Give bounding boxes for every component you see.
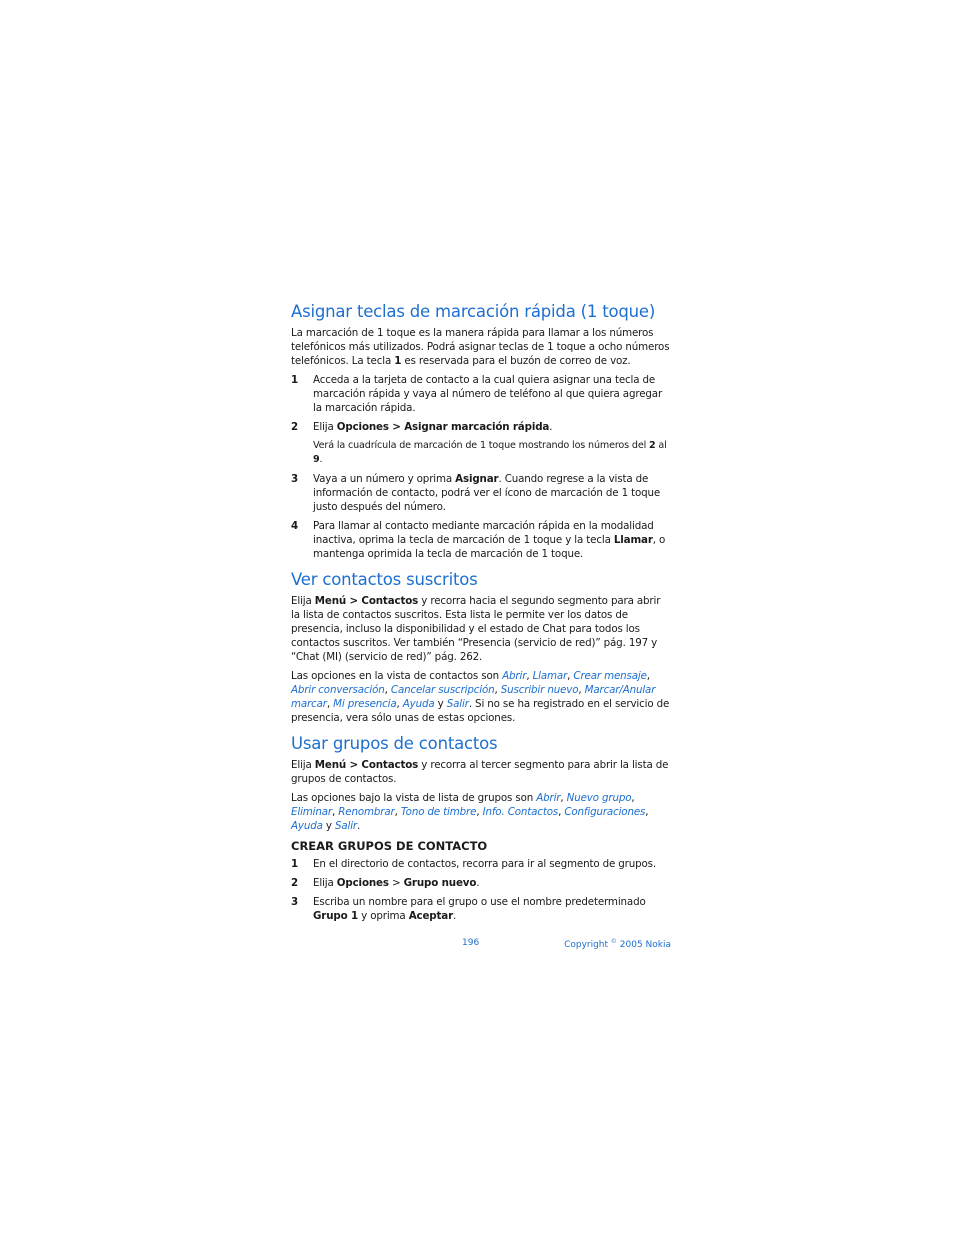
option-link[interactable]: Renombrar [338,806,395,818]
option-link[interactable]: Abrir conversación [291,684,385,696]
speed-dial-intro: La marcación de 1 toque es la manera rápida para llamar a los números telefónicos más utilizados. Podrá asignar teclas de 1 toque a ocho números telefónicos. La tecla 1 es reservada para el buzón de correo de voz. [291,327,670,367]
option-link[interactable]: Eliminar [291,806,332,818]
contact-groups-paragraph: Elija Menú > Contactos y recorra al tercer segmento para abrir la lista de grupos de contactos. [291,759,669,785]
option-link[interactable]: Crear mensaje [573,670,647,682]
option-link[interactable]: Llamar [532,670,568,682]
option-link[interactable]: Salir [334,820,358,832]
option-link[interactable]: Tono de timbre [400,806,477,818]
step-item: 3 Vaya a un número y oprima Asignar. Cuando regrese a la vista de información de contacto, podrá ver el ícono de marcación de 1 toque justo después del número. [291,473,661,513]
step-item: 1 En el directorio de contactos, recorra para ir al segmento de grupos. [291,858,657,870]
step-item: 2 Elija Opciones > Grupo nuevo. [291,877,480,889]
section-title-speed-dial: Asignar teclas de marcación rápida (1 toque) [291,302,656,321]
option-link[interactable]: Abrir [536,792,561,804]
option-link[interactable]: Ayuda [402,698,435,710]
step-item: 2 Elija Opciones > Asignar marcación rápida. [291,421,553,433]
page-number: 196 [462,938,480,948]
option-link[interactable]: Mi presencia [333,698,397,710]
option-link[interactable]: Info. Contactos [482,806,559,818]
subsection-title-create-groups: CREAR GRUPOS DE CONTACTO [291,839,488,853]
option-link[interactable]: Cancelar suscripción [390,684,495,696]
subscribed-contacts-options: Las opciones en la vista de contactos son Abrir, Llamar, Crear mensaje, Abrir conversación, Cancelar suscripción, Suscribir nuevo, Marcar/Anular marcar, Mi presencia, Ayuda y Salir. Si no se ha registrado en el servicio de presencia, vera sólo unas de estas opciones. [291,670,670,724]
option-link[interactable]: Marcar/Anular marcar [291,684,656,710]
step-item: 3 Escriba un nombre para el grupo o use el nombre predeterminado Grupo 1 y oprima Aceptar. [291,896,646,922]
copyright-notice: Copyright © 2005 Nokia [564,938,671,950]
option-link[interactable]: Abrir [502,670,527,682]
option-link[interactable]: Suscribir nuevo [500,684,579,696]
step-note: Verá la cuadrícula de marcación de 1 toque mostrando los números del 2 al 9. [313,440,667,465]
page-content [291,300,672,928]
option-link[interactable]: Nuevo grupo [566,792,632,804]
step-item: 4 Para llamar al contacto mediante marcación rápida en la modalidad inactiva, oprima la tecla de marcación de 1 toque y la tecla Llamar, o mantenga oprimida la tecla de marcación de 1 toque. [291,520,666,560]
option-link[interactable]: Configuraciones [564,806,646,818]
option-link[interactable]: Salir [446,698,469,710]
section-title-contact-groups: Usar grupos de contactos [291,734,498,753]
step-item: 1 Acceda a la tarjeta de contacto a la cual quiera asignar una tecla de marcación rápida y vaya al número de teléfono al que quiera agregar la marcación rápida. [291,374,663,414]
section-title-subscribed-contacts: Ver contactos suscritos [291,570,478,589]
subscribed-contacts-paragraph: Elija Menú > Contactos y recorra hacia el segundo segmento para abrir la lista de contactos suscritos. Esta lista le permite ver los datos de presencia, incluso la disponibilidad y el estado de Chat para todos los contactos suscritos. Ver también “Presencia (servicio de red)” pág. 197 y “Chat (MI) (servicio de red)” pág. 262. [291,595,661,663]
contact-groups-options: Las opciones bajo la vista de lista de grupos son Abrir, Nuevo grupo, Eliminar, Renombrar, Tono de timbre, Info. Contactos, Configuraciones, Ayuda y Salir. [291,792,649,832]
option-link[interactable]: Ayuda [291,820,323,832]
